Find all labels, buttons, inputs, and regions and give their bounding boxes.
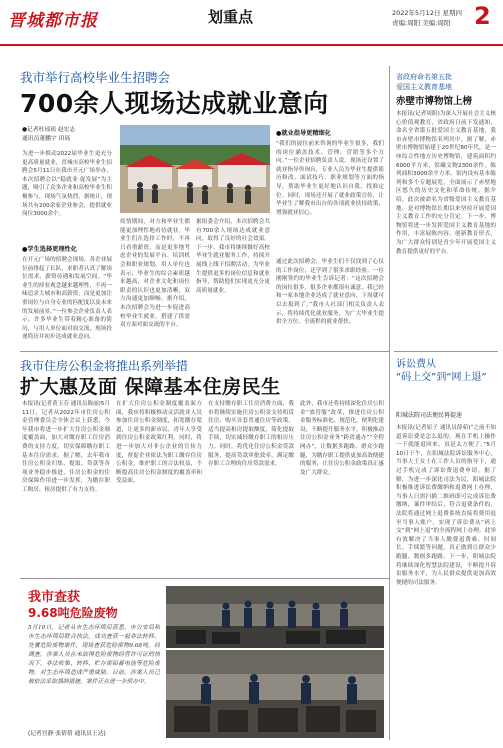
story1-col4: 据组委会介绍，本次招聘会共有700余人现场达成就业意向，取得了良好的社会效果。下一步，我市将继续做好高校毕业生就业服务工作，持续开展线上线下招聘活动，为毕业生提供更多的岗位信息和就业指导，帮助他们实现更充分更高质量就业。: [196, 219, 270, 294]
story2-kicker: 我市住房公积金将推出系列举措: [20, 359, 189, 373]
newspaper-logo: 晋城都市报: [8, 11, 98, 31]
story1-byline: ●记者杜瑶瑶 赵宏志 通讯员董鹏宇 田瑶: [22, 127, 76, 142]
story1-col5: “我们的展位前来咨询的毕业生很多，我们的岗位涵盖技术、管理、营销等多个方向。”一位企业招聘负责人说。现场还设置了就业指导咨询台，专业人员为毕业生提供简历修改、面试技巧、职业规划等方面的指导，帮助毕业生更好地认识自我、找准定位。同时，现场还开展了就业政策宣传，让毕业生了解我市出台的各项就业扶持政策，增强就业信心。: [276, 141, 384, 216]
story1-headline: 700余人现场达成就业意向: [20, 89, 329, 118]
date-line: [392, 8, 462, 28]
story3-headline: 9.68吨危险废物: [28, 606, 118, 620]
section-title: 划重点: [208, 8, 254, 26]
hazardous-waste-photo: [166, 586, 384, 648]
section-divider-2: [20, 578, 389, 579]
page-number: 2: [474, 2, 491, 30]
sidebar1-headline: 赤壁市博物馆上榜: [396, 96, 473, 107]
story1-col6: 通过此次招聘会，毕业生们不仅找到了心仪的工作岗位，还学到了很多求职经验。一位刚刚签约的毕业生告诉记者：“这次招聘会的岗位很多，很多企业都很有诚意，我已经和一家本地企业达成了就业意向，下周就可以去报到了。”我市人社部门相关负责人表示，将持续优化就业服务，为广大毕业生提供全方位、全流程的就业帮扶。: [276, 259, 384, 326]
story2-col4: 此外，我市还将持续深化住房公积金“放管服”改革，推进住房公积金服务标准化、规范化、便利化建设，不断提升服务水平。积极推动住房公积金业务“跨省通办”“全程网办”，让数据多跑路、群众少跑腿，为缴存职工提供更加高效便捷的服务，让住房公积金政策真正惠及广大群众。: [300, 401, 384, 476]
sidebar-divider: [394, 351, 498, 352]
job-fair-photo: [120, 125, 270, 213]
story2-col1: 本报讯(记者黄玉芬 通讯员陈丽)5月11日，记者从2022年市住房公积金管理委员会全体会议上获悉，今年我市将进一步扩大住房公积金制度覆盖面，加大对缴存职工住房消费的支持力度，切实保障缴存职工基本住房需求。据了解，去年我市住房公积金归集、提取、贷款等各项业务稳步推进，住房公积金的住房保障作用进一步发挥，为缴存职工购房、租房提供了有力支持。: [22, 401, 110, 493]
sidebar1-kicker: 省政府命名第五批 爱国主义教育基地: [396, 73, 452, 91]
story1-col3: 疫情期间，对方和毕业生都能更加理性地看待就业。毕业生们在选择工作时，不再只看重薪资，而是更多地考虑企业的发展平台、培训机会和职业规划。用人单位也表示，毕业生的综合素质越来越高，对企业文化和岗位职责的认识也更加清晰，双方沟通更加顺畅。据介绍，本次招聘会为进一步促进高校毕业生就业，搭建了供需双方面对面交流的平台。: [120, 219, 190, 329]
sidebar2-subline: 阳城法院司法便民再提速: [396, 412, 463, 419]
section-divider: [20, 351, 389, 352]
story3-body: 5月10日，记者从市生态环境局获悉，市公安局和市生态环境局联合执法，成功查获一起非法转移、处置危险废物案件，现场查获危险废物9.68吨。经调查，涉案人员在未取得危险废物经营许可证的情况下，非法收集、转移、贮存废铅蓄电池等危险废物，对生态环境造成严重威胁。目前，涉案人员已被依法采取强制措施，案件正在进一步侦办中。: [28, 625, 160, 685]
story3-credit: (记者宫静 张倩倩 通讯员王达): [28, 731, 106, 737]
story2-col2: 在扩大住房公积金制度覆盖面方面，我市将积极推动灵活就业人员参加住房公积金制度，拓宽缴存渠道，让更多的新市民、青年人享受到住房公积金政策红利。同时，将进一步加大对非公企业的宣传力度，督促企业依法为职工缴存住房公积金，维护职工的合法权益，不断提高住房公积金制度的覆盖率和受益面。: [116, 401, 202, 485]
story2-col3: 在支持缴存职工住房消费方面，我市将继续实施住房公积金支持租赁住房、购买首套普通住房等政策，适当提高租房提取额度，简化提取手续，切实减轻缴存职工的租房压力。同时，将优化住房公积金贷款服务，提高贷款审批效率，满足缴存职工合理的住房贷款需求。: [208, 401, 294, 468]
editor-credit: 责编:周阳 美编:周阳: [392, 19, 451, 27]
story1-col2: 在开元广场的招聘会现场，各企业展位前排起了长队，求职者认真了解岗位需求、薪资待遇和发展空间。“毕业生的择业观念越来越理性，不再一味追求大城市和高薪资，而是更加注重岗位与自身专业的匹配度以及未来的发展前景。”一位参会企业负责人表示。许多毕业生带着精心准备的简历，与用人单位面对面交流，现场投递简历并初步达成就业意向。: [22, 257, 112, 341]
sidebar1-body: 本报讯(记者周阳)为深入开展社会主义核心价值观教育，省政府日前下发通知，命名全省第五批爱国主义教育基地，我市赤壁市博物馆名列其中。据了解，赤壁市博物馆始建于20世纪80年代，是一座综合性地方历史博物馆，建筑面积约6000平方米，馆藏文物2300余件，陈列面积3000余平方米。馆内设有基本陈列和多个专题展览，全面展示了赤壁地区悠久的历史文化和革命传统。据介绍，此次被命名为省级爱国主义教育基地，是对博物馆长期以来坚持开展爱国主义教育工作的充分肯定。下一步，博物馆将进一步发挥爱国主义教育基地的作用，丰富展陈内容，创新教育形式，为广大群众特别是青少年开展爱国主义教育提供更好的平台。: [396, 111, 496, 255]
story1-col1: 为进一步推动2022届毕业生更充分更高质量就业，晋城市高校毕业生招聘会5月11日在我市开元广场举办，本次招聘会以“稳就业·促发展”为主题，吸引了众多企业和高校毕业生积极参与，现场气氛热烈。据统计，现场共有200余家企业参会，提供就业岗位3000余个。: [22, 151, 112, 218]
story2-headline: 扩大惠及面 保障基本住房民生: [20, 376, 281, 398]
column-divider: [389, 66, 390, 740]
masthead: [0, 0, 503, 46]
waste-site-photo: [166, 650, 384, 738]
story3-kicker: 我市查获: [28, 590, 81, 605]
story1-subhead-b: ●就业指导更精细化: [276, 130, 331, 137]
issue-date: 2022年5月12日 星期四: [392, 9, 463, 17]
story1-kicker: 我市举行高校毕业生招聘会: [20, 70, 171, 85]
story1-subhead-a: ●学生选择更理性化: [22, 246, 77, 253]
sidebar2-kicker: 诉讼费从 “码上交”到“网上退”: [396, 359, 487, 383]
sidebar2-body: 本报讯(记者原子 通讯员薛茹)“之前不知道诉讼费是怎么退的，现在手机上操作一下就能退回来，真是太方便了。”5月10日下午，在阳城法院诉讼服务中心，当事人王女士在工作人员的指导下，通过手机完成了诉讼费退费申请。据了解，为进一步深化司法为民，阳城法院积极推进诉讼费缴纳和退费网上办理，当事人只需扫描二维码即可完成诉讼费缴纳，案件审结后，符合退费条件的，法院将通过网上退费系统直接将费用退至当事人账户，实现了诉讼费从“码上交”到“网上退”的全流程网上办理。此举有效解决了当事人缴费退费难、时间长、手续繁等问题，真正做到让群众少跑腿、数据多跑路。下一步，阳城法院将继续深化智慧法院建设，不断提升诉讼服务水平，为人民群众提供更加高效便捷的司法服务。: [396, 425, 496, 586]
